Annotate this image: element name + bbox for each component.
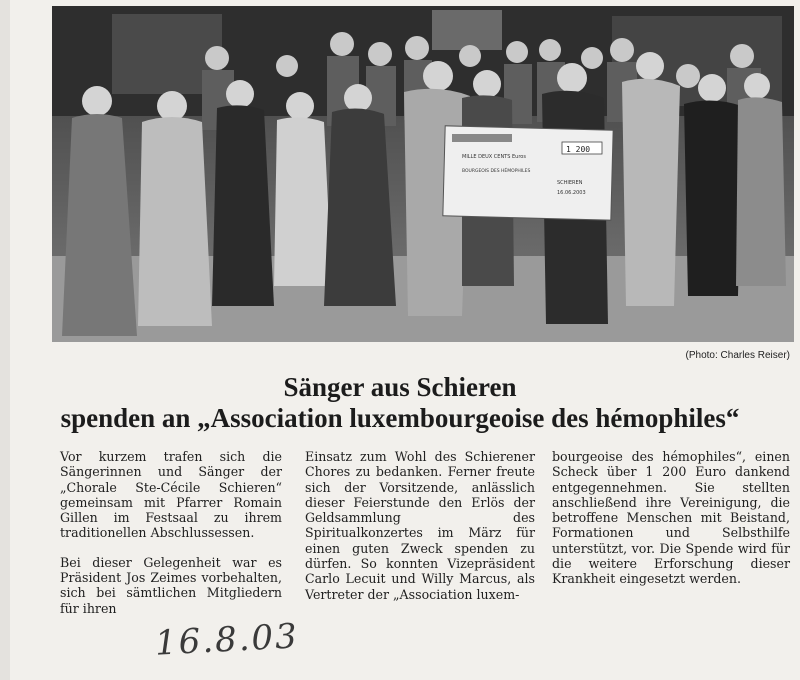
column-2-paragraph: Einsatz zum Wohl des Schierener Chores zu bedanken. Ferner freute sich der Vorsitzende, anlässlich dieser Feierstunde den Erlös der Geldsammlung des Spiritualkonzertes im März für einen guten Zweck spenden zu dürfen. So konnten Vizepräsident Carlo Lecuit und Willy Marcus, als Vertreter der „Association luxem-	[305, 449, 535, 602]
group-photo-illustration	[52, 6, 794, 342]
cheque-amount-words: MILLE DEUX CENTS Euros	[462, 154, 526, 160]
headline-line-2: spenden an „Association luxembourgeoise des hémophiles“	[60, 403, 740, 433]
column-1-paragraph-2: Bei dieser Gelegenheit war es Präsident Jos Zeimes vorbehalten, sich bei sämtlichen Mitgliedern für ihren	[60, 554, 282, 616]
photo-credit: (Photo: Charles Reiser)	[685, 350, 790, 361]
column-3-paragraph: bourgeoise des hémophiles“, einen Scheck über 1 200 Euro dankend entgegennehmen. Sie stellten anschließend ihre Vereinigung, die betroffene Menschen mit Beistand, Formationen und Selbsthilfe unterstützt, vor. Die Spende wird für die weitere Erforschung dieser Krankheit eingesetzt werden.	[552, 449, 790, 587]
article-column-1	[60, 449, 282, 630]
cheque-payee: BOURGEOIS DES HÉMOPHILES	[462, 169, 531, 174]
headline-line-1: Sänger aus Schieren	[283, 372, 517, 402]
column-1-paragraph-1: Vor kurzem trafen sich die Sängerinnen und Sänger der „Chorale Ste-Cécile Schieren“ gemeinsam mit Pfarrer Romain Gillen im Festsaal zu ihrem traditionellen Abschlussessen.	[60, 449, 282, 541]
cheque	[443, 126, 613, 220]
cheque-date: 16.06.2003	[557, 190, 586, 196]
handwritten-date: 16.8.03	[154, 616, 300, 664]
article-column-2	[305, 449, 535, 616]
cheque-amount: 1 200	[566, 145, 591, 154]
cheque-place: SCHIEREN	[557, 180, 583, 186]
article-column-3	[552, 449, 790, 601]
group-photo	[52, 6, 794, 342]
scan-edge	[0, 0, 10, 680]
